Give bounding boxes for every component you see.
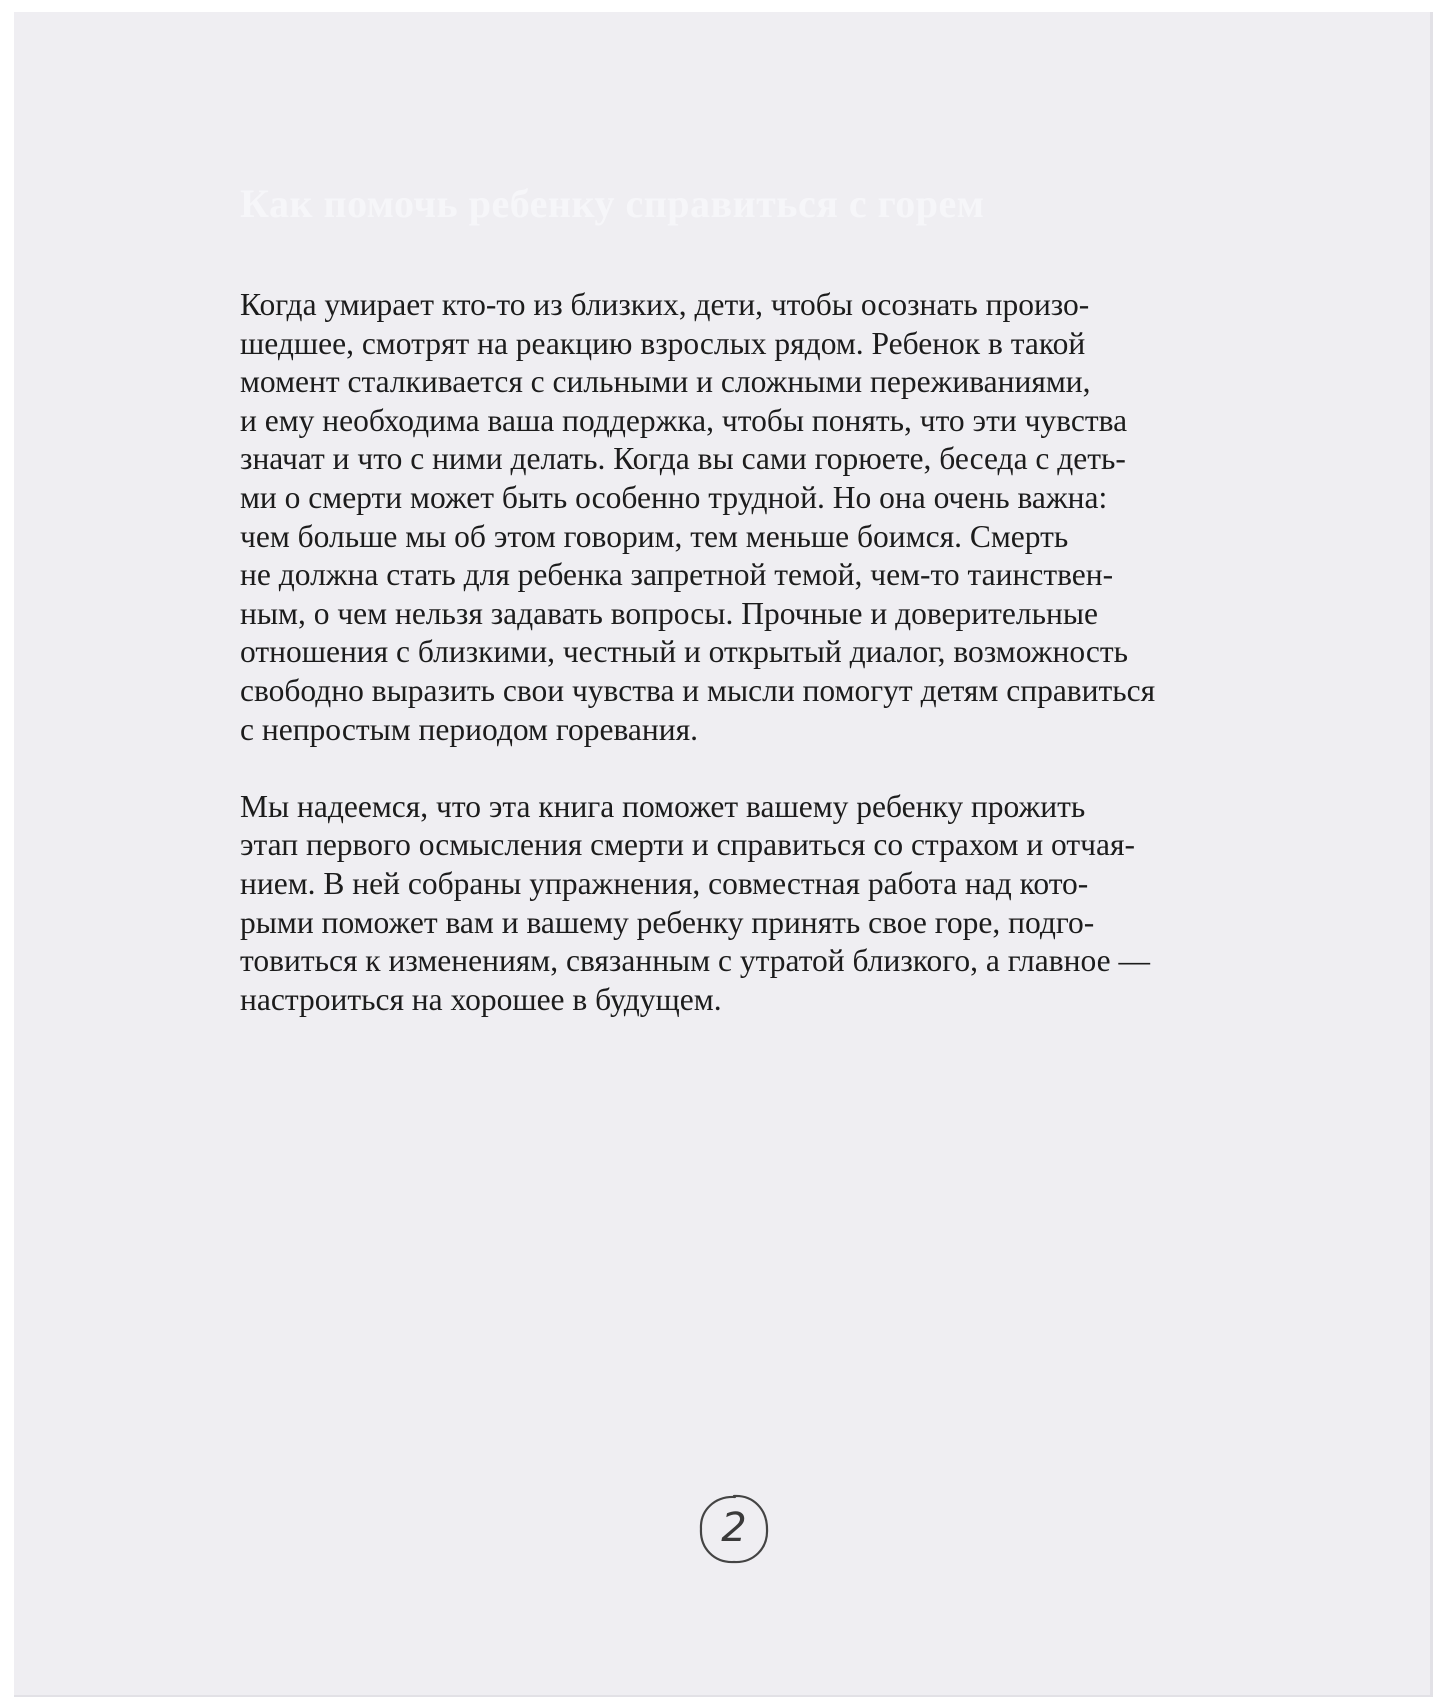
- text-line: нием. В ней собраны упражнения, совместная работа над кото-: [240, 865, 1089, 901]
- text-line: шедшее, смотрят на реакцию взрослых рядом. Ребенок в такой: [240, 325, 1086, 361]
- body-text: [240, 286, 1300, 1019]
- text-line: ным, о чем нельзя задавать вопросы. Прочные и доверительные: [240, 595, 1098, 631]
- paragraph-1: [240, 286, 1300, 749]
- text-line: свободно выразить свои чувства и мысли помогут детям справиться: [240, 672, 1156, 708]
- text-line: не должна стать для ребенка запретной темой, чем-то таинствен-: [240, 557, 1114, 593]
- text-line: Мы надеемся, что эта книга поможет вашему ребенку прожить: [240, 788, 1086, 824]
- page-edge-right: [1430, 12, 1433, 1695]
- text-line: ми о смерти может быть особенно трудной. Но она очень важна:: [240, 479, 1108, 515]
- page-number: [697, 1492, 771, 1566]
- paragraph-2: [240, 788, 1300, 1020]
- page-number-label: 2: [721, 1505, 747, 1551]
- text-line: отношения с близкими, честный и открытый диалог, возможность: [240, 634, 1128, 670]
- text-line: с непростым периодом горевания.: [240, 711, 698, 747]
- text-line: и ему необходима ваша поддержка, чтобы понять, что эти чувства: [240, 402, 1128, 438]
- text-line: настроиться на хорошее в будущем.: [240, 981, 722, 1017]
- text-line: чем больше мы об этом говорим, тем меньше боимся. Смерть: [240, 518, 1069, 554]
- text-line: момент сталкивается с сильными и сложными переживаниями,: [240, 364, 1091, 400]
- page-heading: Как помочь ребенку справиться с горем: [240, 181, 985, 226]
- text-line: товиться к изменениям, связанным с утратой близкого, а главное —: [240, 943, 1150, 979]
- page-edge-bottom: [14, 1695, 1433, 1697]
- text-line: Когда умирает кто-то из близких, дети, чтобы осознать произо-: [240, 287, 1090, 322]
- text-line: значат и что с ними делать. Когда вы сами горюете, беседа с деть-: [240, 441, 1126, 477]
- text-line: этап первого осмысления смерти и справиться со страхом и отчая-: [240, 827, 1135, 863]
- text-line: рыми поможет вам и вашему ребенку принять свое горе, подго-: [240, 904, 1095, 940]
- book-page: [14, 12, 1430, 1695]
